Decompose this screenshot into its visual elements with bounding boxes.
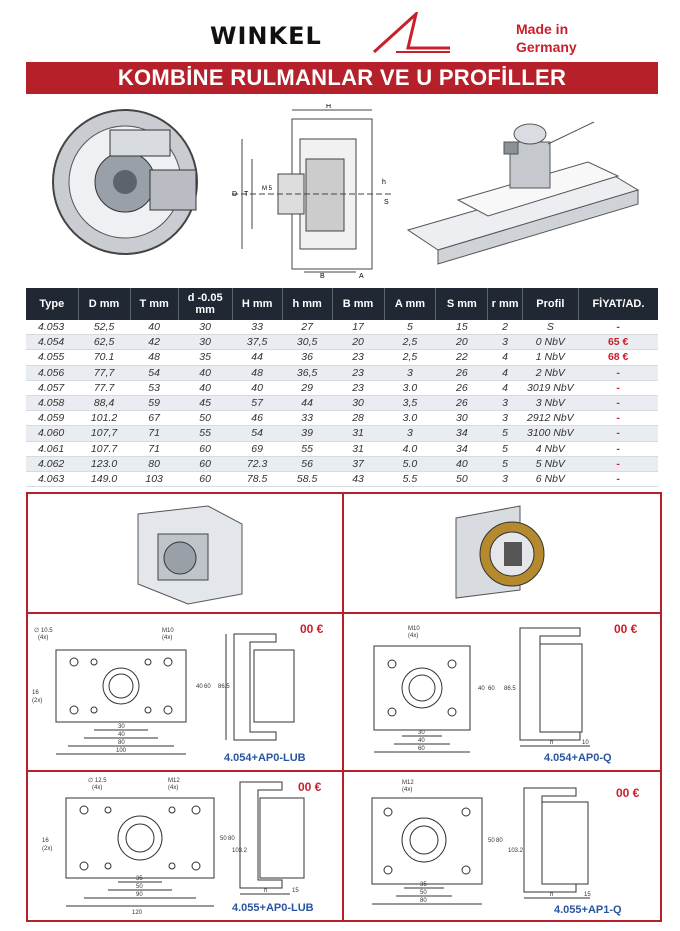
drawing-4055-lub xyxy=(28,772,344,920)
table-cell: 71 xyxy=(130,426,178,441)
table-cell: 60 xyxy=(178,441,232,456)
table-cell: 20 xyxy=(436,335,488,350)
table-cell: 0 NbV xyxy=(522,335,578,350)
table-cell: 3 xyxy=(488,395,523,410)
table-cell: 55 xyxy=(178,426,232,441)
p2-d1: 30 xyxy=(418,730,425,736)
p2-h: h xyxy=(550,740,554,746)
table-header-row xyxy=(26,288,658,320)
table-cell: 50 xyxy=(436,471,488,486)
linear-rail-application-image xyxy=(398,112,648,282)
made-in-line1: Made in xyxy=(516,21,569,37)
table-row xyxy=(26,441,658,456)
table-cell: 54 xyxy=(130,365,178,380)
p4-v2: 80 xyxy=(496,838,503,844)
table-cell: 4.062 xyxy=(26,456,78,471)
plate-bearing-q-image xyxy=(344,494,660,614)
drawing-4054-q xyxy=(344,614,660,772)
p3-v1: 50 xyxy=(220,836,227,842)
table-cell: 107.7 xyxy=(78,441,130,456)
table-cell: 2,5 xyxy=(384,335,436,350)
p1-v3: 86.5 xyxy=(218,684,230,690)
table-cell: 58.5 xyxy=(282,471,332,486)
bearing-section-drawing xyxy=(222,104,402,279)
table-cell: 4.058 xyxy=(26,395,78,410)
table-cell: 60 xyxy=(178,456,232,471)
table-cell: 101.2 xyxy=(78,411,130,426)
brand-logo-text: WINKEL xyxy=(210,22,322,50)
spec-table xyxy=(26,288,658,487)
table-cell: 30 xyxy=(436,411,488,426)
table-cell: 30,5 xyxy=(282,335,332,350)
table-row xyxy=(26,456,658,471)
p4-h: h xyxy=(550,892,554,898)
drawing-4054-lub xyxy=(28,614,344,772)
table-cell: 46 xyxy=(232,411,282,426)
p3-d3: 90 xyxy=(136,892,143,898)
table-cell: 45 xyxy=(178,395,232,410)
drawing-panel-4054-lub xyxy=(26,612,346,774)
product-photo-q xyxy=(342,492,662,616)
table-cell: - xyxy=(578,426,658,441)
table-cell: 53 xyxy=(130,380,178,395)
table-cell: 4 NbV xyxy=(522,441,578,456)
table-row xyxy=(26,426,658,441)
table-cell: 4.053 xyxy=(26,320,78,335)
table-cell: 40 xyxy=(130,320,178,335)
col-header: D mm xyxy=(78,288,130,320)
drawing-panel-4055-lub xyxy=(26,770,346,922)
dim-B: B xyxy=(320,273,325,279)
table-cell: 3 xyxy=(384,365,436,380)
table-cell: 23 xyxy=(332,365,384,380)
table-row xyxy=(26,350,658,365)
col-header: h mm xyxy=(282,288,332,320)
table-cell: 33 xyxy=(232,320,282,335)
p4-v1: 50 xyxy=(488,838,495,844)
table-cell: 149.0 xyxy=(78,471,130,486)
p3-side: 16 xyxy=(42,838,49,844)
table-cell: 4.0 xyxy=(384,441,436,456)
table-cell: 2 NbV xyxy=(522,365,578,380)
col-header: r mm xyxy=(488,288,523,320)
table-cell: 33 xyxy=(282,411,332,426)
table-row xyxy=(26,395,658,410)
price-4054-lub: 00 € xyxy=(300,622,324,636)
table-cell: 56 xyxy=(282,456,332,471)
table-cell: - xyxy=(578,380,658,395)
table-cell: 2,5 xyxy=(384,350,436,365)
caption-4054-q: 4.054+AP0-Q xyxy=(544,752,612,764)
table-cell: 5 NbV xyxy=(522,456,578,471)
table-row xyxy=(26,471,658,486)
table-cell: 69 xyxy=(232,441,282,456)
p3-hole: ∅ 12.5 xyxy=(88,778,107,784)
table-cell: 103 xyxy=(130,471,178,486)
table-cell: 4.059 xyxy=(26,411,78,426)
table-cell: 17 xyxy=(332,320,384,335)
table-row xyxy=(26,365,658,380)
table-cell: 5 xyxy=(488,441,523,456)
p1-v1: 40 xyxy=(196,684,203,690)
bearing-cutaway-image xyxy=(40,100,210,260)
table-cell: 4.057 xyxy=(26,380,78,395)
table-cell: 4.055 xyxy=(26,350,78,365)
p3-h: h xyxy=(264,888,268,894)
table-cell: - xyxy=(578,471,658,486)
dim-h: h xyxy=(382,179,386,186)
table-cell: 4.063 xyxy=(26,471,78,486)
p2-v3: 86.5 xyxy=(504,686,516,692)
table-cell: 23 xyxy=(332,350,384,365)
caption-4054-lub: 4.054+AP0-LUB xyxy=(224,752,306,764)
table-cell: 3 xyxy=(384,426,436,441)
table-cell: - xyxy=(578,365,658,380)
p3-holes-count: (4x) xyxy=(92,785,103,791)
table-cell: 50 xyxy=(178,411,232,426)
table-cell: - xyxy=(578,395,658,410)
table-cell: 3 xyxy=(488,411,523,426)
p4-d3: 80 xyxy=(420,898,427,904)
table-cell: 54 xyxy=(232,426,282,441)
table-cell: 3 xyxy=(488,471,523,486)
table-cell: 5 xyxy=(488,426,523,441)
dim-S: S xyxy=(384,199,389,206)
p3-thread-count: (4x) xyxy=(168,785,179,791)
col-header: T mm xyxy=(130,288,178,320)
p1-d3: 80 xyxy=(118,740,125,746)
table-cell: 48 xyxy=(232,365,282,380)
p3-d1: 35 xyxy=(136,876,143,882)
table-cell: 2 xyxy=(488,320,523,335)
table-cell: 37 xyxy=(332,456,384,471)
col-header: B mm xyxy=(332,288,384,320)
table-cell: 43 xyxy=(332,471,384,486)
table-cell: 3,5 xyxy=(384,395,436,410)
table-cell: 40 xyxy=(232,380,282,395)
table-cell: 3 xyxy=(488,335,523,350)
p3-d2: 50 xyxy=(136,884,143,890)
page-title: KOMBİNE RULMANLAR VE U PROFİLLER xyxy=(26,62,658,94)
table-cell: 27 xyxy=(282,320,332,335)
p1-thread: M10 xyxy=(162,628,174,634)
p1-d1: 30 xyxy=(118,724,125,730)
table-cell: 3100 NbV xyxy=(522,426,578,441)
table-cell: 3019 NbV xyxy=(522,380,578,395)
table-row xyxy=(26,335,658,350)
table-cell: 6 NbV xyxy=(522,471,578,486)
table-cell: 2912 NbV xyxy=(522,411,578,426)
table-cell: 3.0 xyxy=(384,411,436,426)
p1-thread-count: (4x) xyxy=(162,635,173,641)
p4-d1: 35 xyxy=(420,882,427,888)
col-header: Type xyxy=(26,288,78,320)
table-cell: 31 xyxy=(332,441,384,456)
table-cell: 57 xyxy=(232,395,282,410)
p3-thread: M12 xyxy=(168,778,180,784)
table-cell: 36 xyxy=(282,350,332,365)
p4-v3: 103.2 xyxy=(508,848,524,854)
p4-thread-count: (4x) xyxy=(402,787,413,793)
p1-hole: ∅ 10.5 xyxy=(34,628,53,634)
col-header: FİYAT/AD. xyxy=(578,288,658,320)
made-in-line2: Germany xyxy=(516,39,577,55)
table-cell: 60 xyxy=(178,471,232,486)
dim-D: D xyxy=(232,191,238,198)
table-row xyxy=(26,320,658,335)
table-cell: 30 xyxy=(332,395,384,410)
col-header: d -0.05 mm xyxy=(178,288,232,320)
table-cell: 1 NbV xyxy=(522,350,578,365)
table-cell: 44 xyxy=(232,350,282,365)
table-cell: 5.5 xyxy=(384,471,436,486)
drawing-panel-4055-q xyxy=(342,770,662,922)
table-cell: 29 xyxy=(282,380,332,395)
p3-side2: (2x) xyxy=(42,846,53,852)
table-cell: 77,7 xyxy=(78,365,130,380)
table-cell: 5.0 xyxy=(384,456,436,471)
table-cell: 40 xyxy=(178,365,232,380)
p3-v3: 103.2 xyxy=(232,848,248,854)
p1-holes-count: (4x) xyxy=(38,635,49,641)
table-cell: 40 xyxy=(178,380,232,395)
table-cell: 20 xyxy=(332,335,384,350)
table-cell: 55 xyxy=(282,441,332,456)
table-cell: 31 xyxy=(332,426,384,441)
table-cell: - xyxy=(578,456,658,471)
dim-A: A xyxy=(359,273,364,279)
table-cell: 78.5 xyxy=(232,471,282,486)
table-row xyxy=(26,411,658,426)
caption-4055-lub: 4.055+AP0-LUB xyxy=(232,902,314,914)
price-4054-q: 00 € xyxy=(614,622,638,636)
table-cell: 44 xyxy=(282,395,332,410)
p4-d2: 50 xyxy=(420,890,427,896)
table-cell: 3.0 xyxy=(384,380,436,395)
winkel-logo-mark xyxy=(372,12,452,56)
table-cell: 40 xyxy=(436,456,488,471)
table-cell: 88,4 xyxy=(78,395,130,410)
table-cell: 34 xyxy=(436,426,488,441)
plate-bearing-lub-image xyxy=(28,494,344,614)
caption-4055-q: 4.055+AP1-Q xyxy=(554,904,622,916)
table-cell: 4.061 xyxy=(26,441,78,456)
table-cell: 5 xyxy=(488,456,523,471)
drawing-4055-q xyxy=(344,772,660,920)
table-cell: - xyxy=(578,441,658,456)
p1-side2: (2x) xyxy=(32,698,43,704)
table-cell: 4 xyxy=(488,350,523,365)
table-cell: 30 xyxy=(178,320,232,335)
p2-thread-count: (4x) xyxy=(408,633,419,639)
table-cell: 28 xyxy=(332,411,384,426)
p1-d2: 40 xyxy=(118,732,125,738)
p2-h10: 10 xyxy=(582,740,589,746)
table-cell: 26 xyxy=(436,365,488,380)
table-cell: 4 xyxy=(488,365,523,380)
p3-v2: 80 xyxy=(228,836,235,842)
table-cell: 15 xyxy=(436,320,488,335)
table-cell: 48 xyxy=(130,350,178,365)
dim-M: M 5 xyxy=(262,186,273,192)
spec-table-body xyxy=(26,320,658,487)
table-cell: - xyxy=(578,320,658,335)
table-cell: 4.060 xyxy=(26,426,78,441)
p3-d4: 120 xyxy=(132,910,143,916)
table-cell: 65 € xyxy=(578,335,658,350)
table-cell: 107,7 xyxy=(78,426,130,441)
price-4055-q: 00 € xyxy=(616,786,640,800)
price-4055-lub: 00 € xyxy=(298,780,322,794)
table-cell: 30 xyxy=(178,335,232,350)
table-cell: - xyxy=(578,411,658,426)
table-cell: 4.054 xyxy=(26,335,78,350)
p4-thread: M12 xyxy=(402,780,414,786)
table-cell: 80 xyxy=(130,456,178,471)
dim-T: T xyxy=(244,191,249,198)
table-cell: 67 xyxy=(130,411,178,426)
table-cell: 34 xyxy=(436,441,488,456)
dim-H: H xyxy=(326,104,332,110)
table-cell: 68 € xyxy=(578,350,658,365)
col-header: S mm xyxy=(436,288,488,320)
table-cell: 39 xyxy=(282,426,332,441)
table-cell: 35 xyxy=(178,350,232,365)
product-photo-lub xyxy=(26,492,346,616)
table-cell: 42 xyxy=(130,335,178,350)
p2-v1: 40 xyxy=(478,686,485,692)
col-header: A mm xyxy=(384,288,436,320)
p2-d3: 60 xyxy=(418,746,425,752)
p1-v2: 60 xyxy=(204,684,211,690)
p2-v2: 60 xyxy=(488,686,495,692)
table-row xyxy=(26,380,658,395)
table-cell: 3 NbV xyxy=(522,395,578,410)
p2-thread: M10 xyxy=(408,626,420,632)
table-cell: 77.7 xyxy=(78,380,130,395)
table-cell: 5 xyxy=(384,320,436,335)
table-cell: 4.056 xyxy=(26,365,78,380)
table-cell: 123.0 xyxy=(78,456,130,471)
p1-side: 16 xyxy=(32,690,39,696)
table-cell: 37,5 xyxy=(232,335,282,350)
table-cell: 36,5 xyxy=(282,365,332,380)
table-cell: S xyxy=(522,320,578,335)
table-cell: 70.1 xyxy=(78,350,130,365)
table-cell: 22 xyxy=(436,350,488,365)
table-cell: 26 xyxy=(436,380,488,395)
table-cell: 59 xyxy=(130,395,178,410)
made-in-germany xyxy=(516,20,577,56)
table-cell: 26 xyxy=(436,395,488,410)
table-cell: 71 xyxy=(130,441,178,456)
col-header: Profil xyxy=(522,288,578,320)
table-cell: 23 xyxy=(332,380,384,395)
p1-d4: 100 xyxy=(116,748,127,754)
drawing-panel-4054-q xyxy=(342,612,662,774)
table-cell: 4 xyxy=(488,380,523,395)
col-header: H mm xyxy=(232,288,282,320)
p3-h15: 15 xyxy=(292,888,299,894)
p2-d2: 40 xyxy=(418,738,425,744)
table-cell: 62,5 xyxy=(78,335,130,350)
p4-h15: 15 xyxy=(584,892,591,898)
table-cell: 72.3 xyxy=(232,456,282,471)
table-cell: 52,5 xyxy=(78,320,130,335)
